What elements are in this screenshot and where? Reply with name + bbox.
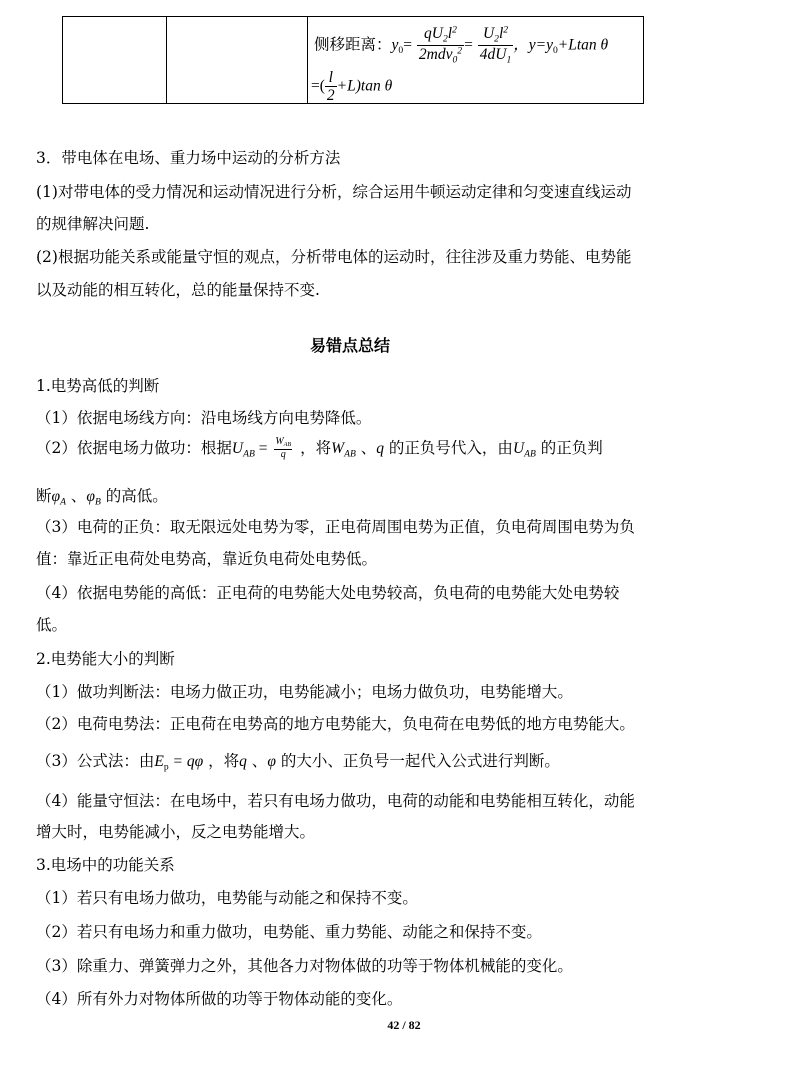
section3-title: 3．带电体在电场、重力场中运动的分析方法 xyxy=(36,149,341,167)
s3-item4: （4）所有外力对物体所做的功等于物体动能的变化。 xyxy=(36,990,403,1008)
s1-item1: （1）依据电场线方向：沿电场线方向电势降低。 xyxy=(36,409,372,427)
s1-item3-line1: （3）电荷的正负：取无限远处电势为零，正电荷周围电势为正值，负电荷周围电势为负 xyxy=(36,518,635,536)
fraction-w-over-q: $W_{AB}$ q xyxy=(275,436,292,461)
page-number: 42 / 82 xyxy=(387,1018,421,1032)
fraction-3: $\frac{l}{2}$ xyxy=(326,69,335,105)
s1-item2-cont: 断$\varphi_A$ 、$\varphi_B$ 的高低。 xyxy=(36,487,168,508)
section3-p1-line1: (1)对带电体的受力情况和运动情况进行分析，综合运用牛顿运动定律和匀变速直线运动 xyxy=(36,183,632,201)
section3-p2-line1: (2)根据功能关系或能量守恒的观点，分析带电体的运动时，往往涉及重力势能、电势能 xyxy=(36,248,632,266)
s3-item3: （3）除重力、弹簧弹力之外，其他各力对物体做的功等于物体机械能的变化。 xyxy=(36,957,573,975)
section3-p1-line2: 的规律解决问题. xyxy=(36,215,150,233)
formula-table xyxy=(62,16,644,104)
deflection-formula-line2: =( $\frac{l}{2}$ +L)tan θ xyxy=(311,69,393,105)
s1-item4-line1: （4）依据电势能的高低：正电荷的电势能大处电势较高，负电荷的电势能大处电势较 xyxy=(36,584,620,602)
s1-item4-line2: 低。 xyxy=(36,616,68,634)
s2-item4-line2: 增大时，电势能减小，反之电势能增大。 xyxy=(36,823,316,841)
table-cell-empty-1 xyxy=(63,17,167,103)
s3-item1: （1）若只有电场力做功，电势能与动能之和保持不变。 xyxy=(36,889,418,907)
section3-p2-line2: 以及动能的相互转化，总的能量保持不变. xyxy=(36,281,320,299)
fraction-1: $\frac{qU_2l^2}{2mdv_0^2}$ xyxy=(418,24,463,66)
s1-title: 1.电势高低的判断 xyxy=(36,377,160,395)
s1-item2: （2）依据电场力做功：根据$U_{AB}$ = $W_{AB}$ q ，将$W_{AB}$ 、q 的正负号代入，由$U_{AB}$ 的正负判 xyxy=(36,436,603,461)
s1-item3-line2: 值：靠近正电荷处电势高，靠近负电荷处电势低。 xyxy=(36,550,378,568)
table-cell-empty-2 xyxy=(166,17,308,103)
s2-item4-line1: （4）能量守恒法：在电场中，若只有电场力做功，电荷的动能和电势能相互转化，动能 xyxy=(36,792,635,810)
fraction-2: $\frac{U_2l^2}{4dU_1}$ xyxy=(479,24,512,66)
summary-heading: 易错点总结 xyxy=(309,336,390,355)
s2-item2: （2）电荷电势法：正电荷在电势高的地方电势能大，负电荷在电势低的地方电势能大。 xyxy=(36,715,635,733)
s2-item3: （3）公式法：由$E_p = q\varphi$ ，将q 、φ 的大小、正负号一起代入公式进行判断。 xyxy=(36,752,560,773)
s2-title: 2.电势能大小的判断 xyxy=(36,650,175,668)
deflection-formula: 侧移距离：$y_0=$ $\frac{qU_2l^2}{2mdv_0^2}$ = $\frac{U_2l^2}{4dU_1}$ ，$y=y_0+Ltan$ θ xyxy=(314,24,609,66)
s3-title: 3.电场中的功能关系 xyxy=(36,856,175,874)
table-cell-formula xyxy=(308,17,642,103)
s2-item1: （1）做功判断法：电场力做正功，电势能减小；电场力做负功，电势能增大。 xyxy=(36,683,573,701)
deflection-label: 侧移距离： xyxy=(314,35,392,54)
s3-item2: （2）若只有电场力和重力做功，电势能、重力势能、动能之和保持不变。 xyxy=(36,923,542,941)
